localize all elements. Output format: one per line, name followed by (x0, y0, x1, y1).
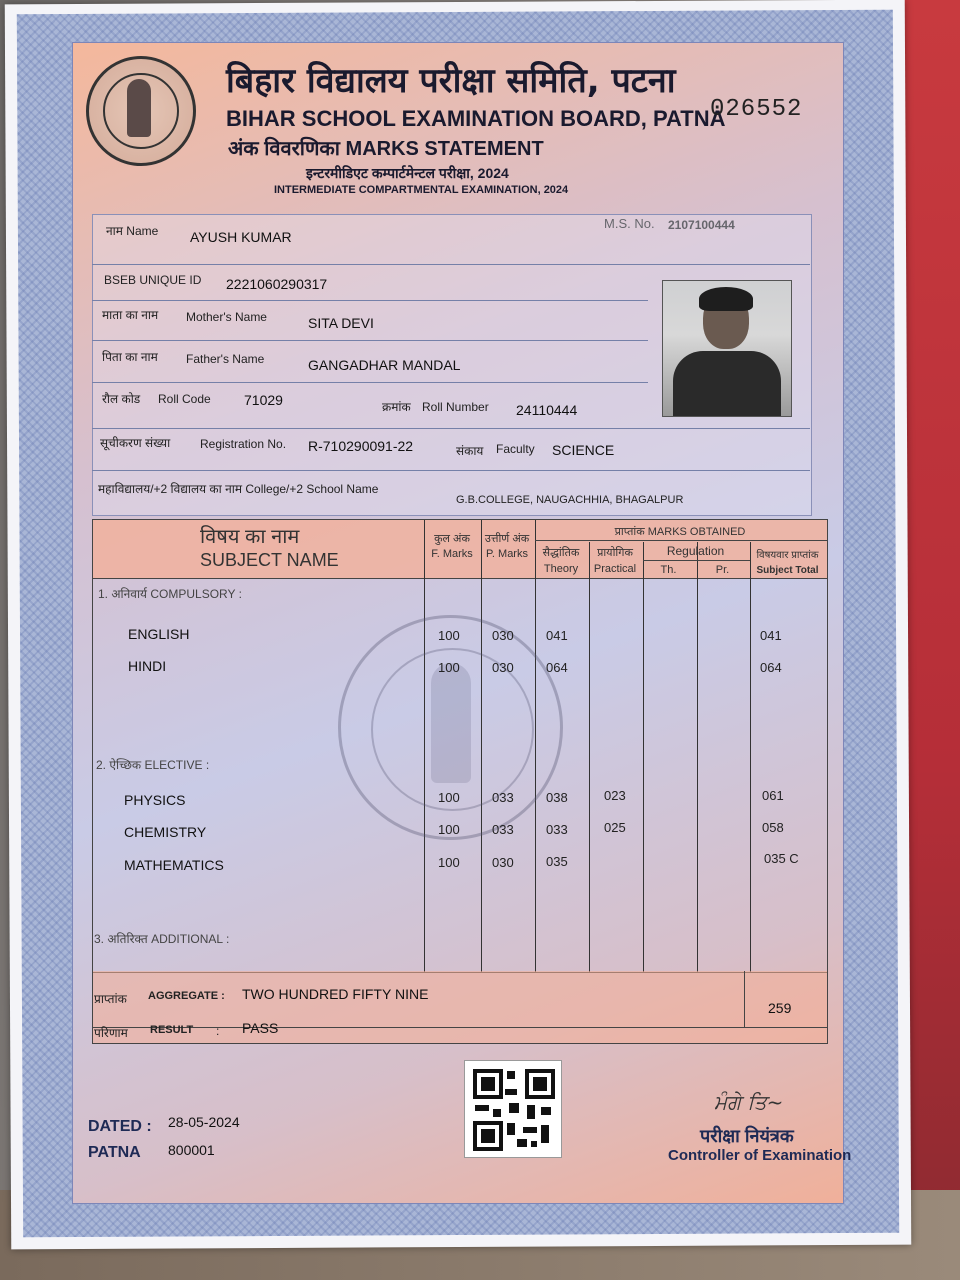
aggregate-label-hindi: प्राप्तांक (94, 992, 127, 1006)
roll-code-value: 71029 (244, 392, 283, 408)
exam-title-english: INTERMEDIATE COMPARTMENTAL EXAMINATION, 2024 (274, 184, 569, 196)
practical-header-hindi: प्रायोगिक (597, 547, 633, 559)
qr-code-icon (464, 1060, 562, 1158)
subject-total: 061 (762, 788, 784, 803)
theory-header: Theory (543, 563, 579, 575)
subject-name: CHEMISTRY (124, 824, 207, 840)
uid-value: 2221060290317 (226, 276, 328, 292)
reg-label-hindi: सूचीकरण संख्या (100, 436, 171, 450)
subject-name: HINDI (128, 658, 167, 674)
pass-marks-header: P. Marks (486, 548, 528, 560)
aggregate-box (92, 971, 828, 1044)
father-name: GANGADHAR MANDAL (308, 357, 461, 373)
pass-marks: 030 (492, 855, 514, 870)
roll-code-label-hindi: रौल कोड (102, 392, 141, 406)
mother-label: Mother's Name (186, 310, 267, 324)
dated-label: DATED : (88, 1118, 152, 1135)
controller-signature: ਮੰਗੇ ਤਿ~ (714, 1090, 784, 1114)
reg-label: Registration No. (200, 437, 287, 451)
result-label: RESULT (150, 1024, 194, 1036)
roll-no-label: Roll Number (422, 400, 489, 414)
regulation-header: Regulation (666, 544, 725, 558)
section-elective: 2. ऐच्छिक ELECTIVE : (96, 758, 210, 772)
mother-label-hindi: माता का नाम (102, 308, 159, 322)
marks-obtained-header: प्राप्तांक MARKS OBTAINED (614, 526, 746, 538)
regulation-th-header: Th. (660, 564, 677, 576)
father-label: Father's Name (186, 352, 265, 366)
name-label: नाम Name (106, 224, 159, 238)
father-label-hindi: पिता का नाम (102, 350, 158, 364)
pin-code: 800001 (168, 1142, 215, 1158)
subject-name: ENGLISH (128, 626, 190, 642)
controller-title-hindi: परीक्षा नियंत्रक (700, 1126, 794, 1146)
pass-marks: 033 (492, 790, 514, 805)
subject-header-hindi: विषय का नाम (200, 526, 300, 548)
full-marks: 100 (438, 660, 460, 675)
roll-code-label: Roll Code (158, 392, 211, 406)
board-title-hindi: बिहार विद्यालय परीक्षा समिति, पटना (226, 61, 676, 101)
theory-header-hindi: सैद्धांतिक (542, 547, 580, 559)
faculty-value: SCIENCE (552, 442, 615, 458)
full-marks: 100 (438, 790, 460, 805)
uid-label: BSEB UNIQUE ID (104, 273, 202, 287)
subject-total: 058 (762, 820, 784, 835)
practical-marks: 023 (604, 788, 626, 803)
student-photo (662, 280, 792, 417)
result-value: PASS (242, 1020, 279, 1036)
watermark-seal-icon (338, 615, 563, 840)
pass-marks-header-hindi: उत्तीर्ण अंक (484, 533, 530, 545)
theory-marks: 033 (546, 822, 568, 837)
roll-no-label-hindi: क्रमांक (382, 400, 411, 414)
faculty-label: Faculty (496, 442, 535, 456)
subject-total: 035 C (764, 851, 799, 866)
section-additional: 3. अतिरिक्त ADDITIONAL : (94, 932, 230, 946)
pass-marks: 030 (492, 628, 514, 643)
subject-header: SUBJECT NAME (200, 550, 339, 570)
theory-marks: 041 (546, 628, 568, 643)
aggregate-total: 259 (768, 1000, 792, 1016)
aggregate-label: AGGREGATE : (148, 990, 225, 1002)
college-label: महाविद्यालय/+2 विद्यालय का नाम College/+2 School Name (98, 482, 379, 496)
practical-header: Practical (593, 563, 637, 575)
subject-name: MATHEMATICS (124, 857, 224, 873)
roll-no-value: 24110444 (516, 402, 578, 418)
pass-marks: 030 (492, 660, 514, 675)
board-emblem-icon (86, 56, 196, 166)
practical-marks: 025 (604, 820, 626, 835)
place-label: PATNA (88, 1144, 141, 1161)
theory-marks: 064 (546, 660, 568, 675)
serial-number: 026552 (710, 96, 803, 123)
subject-total: 041 (760, 628, 782, 643)
controller-title: Controller of Examination (668, 1147, 852, 1164)
statement-title: अंक विवरणिका MARKS STATEMENT (228, 138, 544, 160)
full-marks-header-hindi: कुल अंक (434, 533, 470, 545)
subject-name: PHYSICS (124, 792, 186, 808)
full-marks: 100 (438, 855, 460, 870)
reg-no-value: R-710290091-22 (308, 438, 414, 454)
full-marks: 100 (438, 628, 460, 643)
college-value: G.B.COLLEGE, NAUGACHHIA, BHAGALPUR (456, 494, 684, 506)
full-marks-header: F. Marks (431, 548, 473, 560)
aggregate-words: TWO HUNDRED FIFTY NINE (242, 986, 429, 1002)
theory-marks: 035 (546, 854, 568, 869)
theory-marks: 038 (546, 790, 568, 805)
board-title-english: BIHAR SCHOOL EXAMINATION BOARD, PATNA (226, 106, 726, 131)
full-marks: 100 (438, 822, 460, 837)
exam-title-hindi: इन्टरमीडिएट कम्पार्टमेन्टल परीक्षा, 2024 (306, 165, 509, 181)
ms-no-label: M.S. No. (604, 216, 655, 231)
pass-marks: 033 (492, 822, 514, 837)
result-label-hindi: परिणाम (94, 1026, 128, 1040)
regulation-pr-header: Pr. (715, 564, 730, 576)
subject-total: 064 (760, 660, 782, 675)
ms-no-value: 2107100444 (668, 218, 735, 232)
faculty-label-hindi: संकाय (456, 444, 484, 458)
subject-total-header-hindi: विषयवार प्राप्तांक (756, 550, 819, 561)
issue-date: 28-05-2024 (168, 1114, 240, 1130)
section-compulsory: 1. अनिवार्य COMPULSORY : (98, 587, 242, 601)
result-colon: : (216, 1024, 220, 1038)
subject-total-header: Subject Total (756, 565, 819, 576)
mother-name: SITA DEVI (308, 315, 374, 331)
student-name: AYUSH KUMAR (190, 229, 292, 245)
